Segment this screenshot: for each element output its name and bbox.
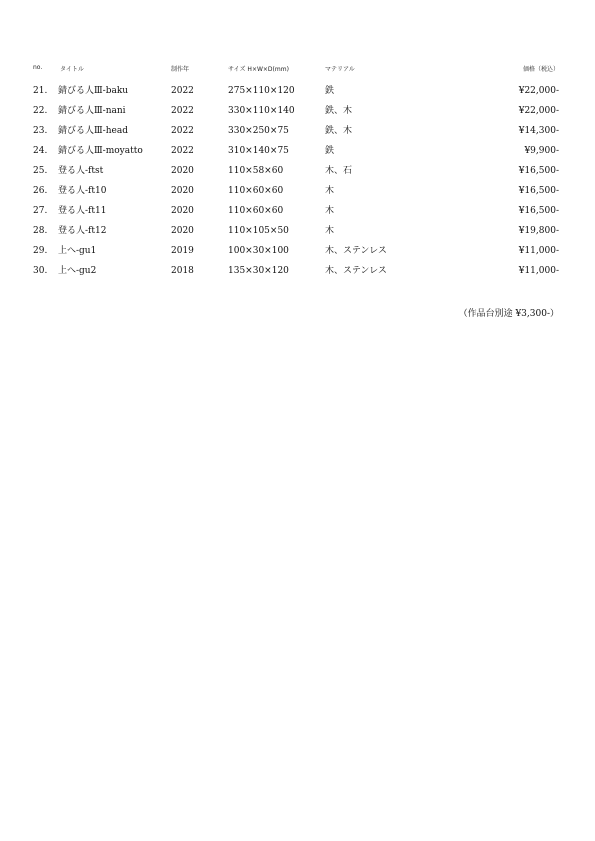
table-row <box>0 124 595 144</box>
row-price: ¥22,000- <box>518 86 559 96</box>
row-size: 310×140×75 <box>228 146 289 156</box>
header-material: マテリアル <box>325 66 355 73</box>
row-year: 2020 <box>171 226 194 236</box>
row-no: 30. <box>33 266 48 276</box>
row-material: 鉄 <box>325 146 335 156</box>
row-year: 2022 <box>171 146 194 156</box>
row-size: 330×110×140 <box>228 106 295 116</box>
row-material: 木 <box>325 226 335 236</box>
header-title: タイトル <box>60 66 84 73</box>
row-no: 23. <box>33 126 48 136</box>
row-no: 28. <box>33 226 48 236</box>
row-title: 登る人-ft12 <box>58 226 107 236</box>
row-size: 110×60×60 <box>228 186 284 196</box>
pedestal-note: （作品台別途 ¥3,300-） <box>458 309 559 319</box>
row-title: 錆びる人Ⅲ-baku <box>58 86 129 96</box>
row-year: 2022 <box>171 106 194 116</box>
row-size: 275×110×120 <box>228 86 295 96</box>
row-price: ¥9,900- <box>524 146 559 156</box>
row-year: 2018 <box>171 266 194 276</box>
row-title: 上へ-gu2 <box>58 266 97 276</box>
row-material: 木 <box>325 186 335 196</box>
row-no: 26. <box>33 186 48 196</box>
row-size: 135×30×120 <box>228 266 289 276</box>
table-row <box>0 264 595 284</box>
table-row <box>0 204 595 224</box>
row-title: 錆びる人Ⅲ-nani <box>58 106 126 116</box>
row-no: 27. <box>33 206 48 216</box>
row-size: 330×250×75 <box>228 126 289 136</box>
row-size: 100×30×100 <box>228 246 289 256</box>
row-title: 錆びる人Ⅲ-head <box>58 126 128 136</box>
row-year: 2022 <box>171 126 194 136</box>
row-material: 鉄、木 <box>325 126 353 136</box>
row-no: 29. <box>33 246 48 256</box>
row-material: 鉄、木 <box>325 106 353 116</box>
row-material: 鉄 <box>325 86 335 96</box>
row-price: ¥16,500- <box>518 186 559 196</box>
row-material: 木、ステンレス <box>325 266 387 276</box>
row-material: 木、石 <box>325 166 353 176</box>
table-row <box>0 104 595 124</box>
row-year: 2020 <box>171 206 194 216</box>
table-row <box>0 84 595 104</box>
header-size: サイズ H×W×D(mm) <box>228 66 289 73</box>
row-price: ¥19,800- <box>518 226 559 236</box>
table-row <box>0 184 595 204</box>
header-no: no. <box>33 64 43 71</box>
row-no: 25. <box>33 166 48 176</box>
row-price: ¥16,500- <box>518 206 559 216</box>
row-price: ¥11,000- <box>518 266 559 276</box>
row-year: 2022 <box>171 86 194 96</box>
artwork-table <box>0 84 595 284</box>
header-price: 価格（税込） <box>522 66 559 73</box>
row-price: ¥16,500- <box>518 166 559 176</box>
row-size: 110×105×50 <box>228 226 289 236</box>
row-title: 登る人-ftst <box>58 166 104 176</box>
row-title: 登る人-ft10 <box>58 186 107 196</box>
row-price: ¥14,300- <box>518 126 559 136</box>
row-no: 24. <box>33 146 48 156</box>
row-title: 錆びる人Ⅲ-moyatto <box>58 146 143 156</box>
row-price: ¥11,000- <box>518 246 559 256</box>
row-no: 22. <box>33 106 48 116</box>
header-year: 制作年 <box>171 66 190 73</box>
row-material: 木、ステンレス <box>325 246 387 256</box>
row-year: 2020 <box>171 166 194 176</box>
row-no: 21. <box>33 86 48 96</box>
row-title: 上へ-gu1 <box>58 246 97 256</box>
table-row <box>0 164 595 184</box>
table-row <box>0 144 595 164</box>
row-size: 110×60×60 <box>228 206 284 216</box>
row-material: 木 <box>325 206 335 216</box>
row-size: 110×58×60 <box>228 166 284 176</box>
row-year: 2019 <box>171 246 194 256</box>
table-row <box>0 244 595 264</box>
table-row <box>0 224 595 244</box>
row-price: ¥22,000- <box>518 106 559 116</box>
row-year: 2020 <box>171 186 194 196</box>
row-title: 登る人-ft11 <box>58 206 107 216</box>
